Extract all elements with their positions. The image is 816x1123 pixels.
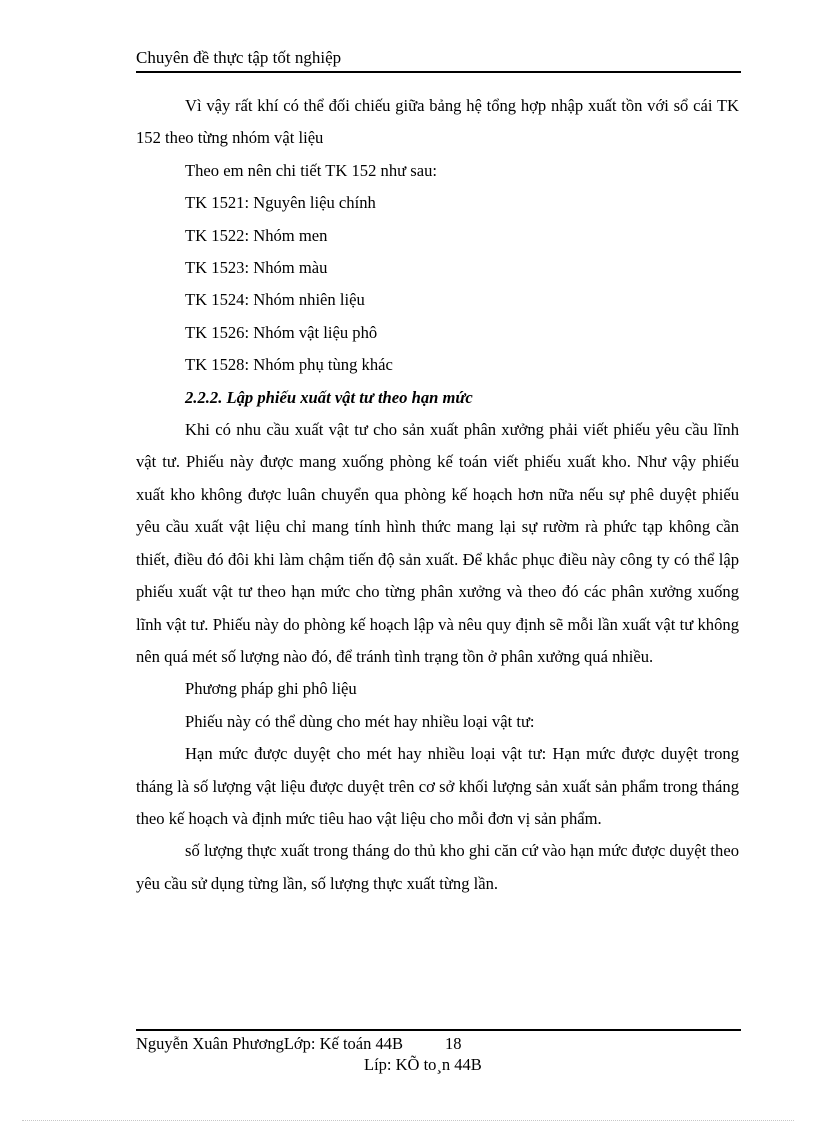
paragraph-5: Phiếu này có thể dùng cho mét hay nhiều loại vật tư: [185,711,535,731]
account-item: TK 1526: Nhóm vật liệu phô [185,322,378,342]
account-item: TK 1523: Nhóm màu [185,258,328,278]
paragraph-1: Vì vậy rất khí có thể đối chiếu giữa bảng hệ tổng hợp nhập xuất tồn với sổ cái TK 152 theo từng nhóm vật liệu [136,96,739,148]
paragraph-2: Theo em nên chi tiết TK 152 như sau: [185,160,438,180]
header-title: Chuyên đề thực tập tốt nghiệp [136,48,342,67]
footer-author-class: Nguyễn Xuân PhươngLớp: Kế toán 44B [136,1034,403,1053]
body-text [136,90,739,900]
paragraph-7: số lượng thực xuất trong tháng do thủ kho ghi căn cứ vào hạn mức được duyệt theo yêu cầu sử dụng từng lần, số lượng thực xuất từng lần. [136,841,739,893]
footer-class-line: Líp: KÕ to¸n 44B [364,1055,482,1074]
section-heading: 2.2.2. Lập phiếu xuất vật tư theo hạn mức [185,387,473,407]
header-rule [136,71,741,73]
paragraph-4: Phương pháp ghi phô liệu [185,679,357,699]
footer-rule [136,1029,741,1031]
page-number: 18 [445,1034,462,1053]
paragraph-6: Hạn mức được duyệt cho mét hay nhiều loại vật tư: Hạn mức được duyệt trong tháng là số lượng vật liệu được duyệt trên cơ sở khối lượng sản xuất sản phẩm trong tháng theo kế hoạch và định mức tiêu hao vật liệu cho mỗi đơn vị sản phẩm. [136,744,739,828]
account-item: TK 1524: Nhóm nhiên liệu [185,290,365,310]
account-item: TK 1521: Nguyên liệu chính [185,193,376,213]
page-bottom-dotted-line [22,1120,794,1121]
account-item: TK 1522: Nhóm men [185,225,328,245]
paragraph-3: Khi có nhu cầu xuất vật tư cho sản xuất phân xưởng phải viết phiếu yêu cầu lĩnh vật tư. Phiếu này được mang xuống phòng kế toán viết phiếu xuất kho. Như vậy phiếu xuất kho không được luân chuyển qua phòng kế hoạch hơn nữa nếu sự phê duyệt phiếu yêu cầu xuất vật liệu chỉ mang tính hình thức mang lại sự rườm rà phức tạp không cần thiết, điều đó đôi khi làm chậm tiến độ sản xuất. Để khắc phục điều này công ty có thể lập phiếu xuất vật tư theo hạn mức cho từng phân xưởng và theo đó các phân xưởng xuống lĩnh vật tư. Phiếu này do phòng kế hoạch lập và nêu quy định sẽ mỗi lần xuất vật tư không nên quá mét số lượng nào đó, để tránh tình trạng tồn ở phân xưởng quá nhiều. [136,420,739,666]
account-item: TK 1528: Nhóm phụ tùng khác [185,355,393,375]
